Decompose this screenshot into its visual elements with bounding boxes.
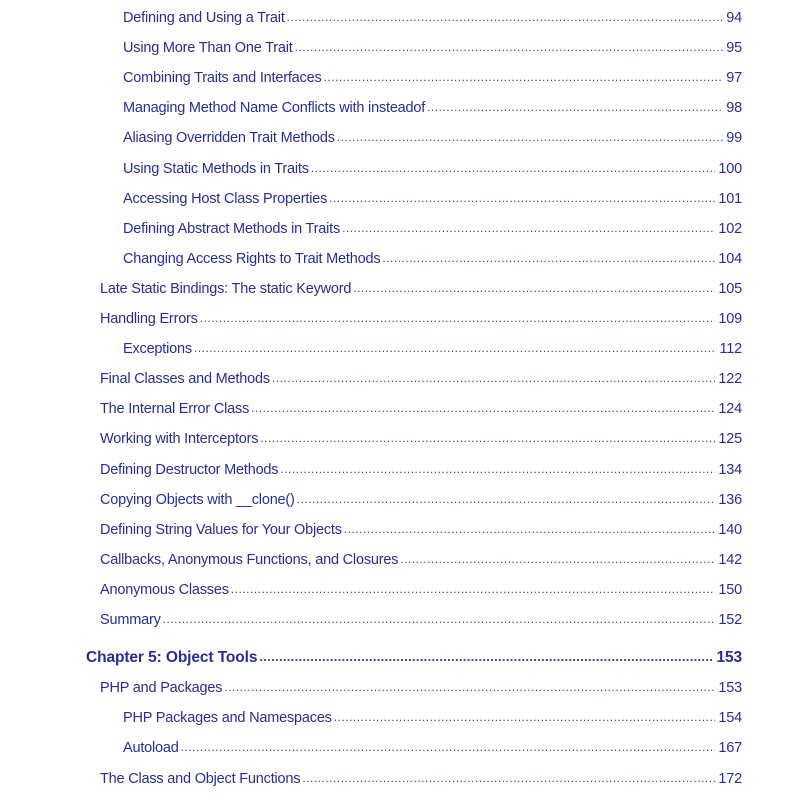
toc-page-number: 124 <box>718 401 742 418</box>
toc-dot-leader <box>280 458 715 480</box>
toc-page-number: 140 <box>718 521 742 538</box>
toc-entry[interactable] <box>123 37 742 59</box>
toc-chapter-entry[interactable] <box>86 647 742 669</box>
toc-entry-title: The Class and Object Functions <box>100 770 301 787</box>
toc-dot-leader <box>344 518 716 540</box>
toc-page-number: 152 <box>718 612 742 628</box>
toc-page-number: 101 <box>718 190 742 207</box>
toc-page-number: 102 <box>718 220 742 237</box>
toc-page-number: 98 <box>726 100 742 117</box>
toc-page-number: 100 <box>718 160 742 177</box>
toc-dot-leader <box>224 676 715 698</box>
toc-entry[interactable] <box>100 549 742 571</box>
toc-page-number: 134 <box>718 461 742 478</box>
toc-dot-leader <box>260 427 715 449</box>
toc-page-number: 150 <box>718 581 742 598</box>
toc-dot-leader <box>302 767 715 789</box>
toc-dot-leader <box>297 488 716 510</box>
toc-page-number: 167 <box>718 740 742 757</box>
toc-entry-title: Accessing Host Class Properties <box>123 190 328 207</box>
toc-dot-leader <box>163 608 716 630</box>
toc-entry-title: Handling Errors <box>100 311 198 327</box>
toc-entry-title: Callbacks, Anonymous Functions, and Closures <box>100 551 399 568</box>
toc-entry[interactable] <box>100 579 742 601</box>
toc-page-number: 112 <box>719 341 742 358</box>
toc-entry[interactable] <box>123 67 742 89</box>
toc-entry[interactable] <box>100 768 742 790</box>
toc-dot-leader <box>272 367 716 389</box>
toc-entry[interactable] <box>123 127 742 149</box>
toc-entry[interactable] <box>123 7 742 29</box>
toc-entry[interactable] <box>100 519 742 541</box>
toc-entry[interactable] <box>123 158 742 180</box>
toc-entry-title: PHP Packages and Namespaces <box>123 710 332 727</box>
toc-entry-title: Copying Objects with __clone() <box>100 491 295 508</box>
toc-entry[interactable] <box>100 308 742 330</box>
toc-dot-leader <box>427 96 723 118</box>
toc-entry-title: The Internal Error Class <box>100 401 250 418</box>
toc-page-number: 122 <box>718 371 742 388</box>
toc-entry-title: Chapter 5: Object Tools <box>86 649 258 667</box>
toc-page-number: 95 <box>726 40 742 57</box>
toc-entry-title: Summary <box>100 612 161 628</box>
toc-entry[interactable] <box>100 609 742 631</box>
toc-page-number: 94 <box>726 10 742 26</box>
toc-entry-title: PHP and Packages <box>100 680 223 697</box>
toc-entry-title: Final Classes and Methods <box>100 371 270 388</box>
toc-entry-title: Using Static Methods in Traits <box>123 160 309 177</box>
toc-entry-title: Working with Interceptors <box>100 431 259 448</box>
toc-page-number: 136 <box>718 491 742 508</box>
toc-entry-title: Aliasing Overridden Trait Methods <box>123 130 335 147</box>
toc-dot-leader <box>287 6 724 28</box>
toc-entry-title: Anonymous Classes <box>100 581 229 598</box>
toc-entry[interactable] <box>100 398 742 420</box>
toc-entry-title: Combining Traits and Interfaces <box>123 70 322 87</box>
toc-dot-leader <box>329 187 715 209</box>
toc-dot-leader <box>400 548 715 570</box>
toc-dot-leader <box>231 578 716 600</box>
toc-page-number: 154 <box>718 710 742 727</box>
toc-dot-leader <box>295 36 724 58</box>
toc-entry-title: Defining String Values for Your Objects <box>100 521 342 538</box>
toc-page-number: 142 <box>718 551 742 568</box>
toc-dot-leader <box>181 736 716 758</box>
toc-page-number: 99 <box>726 130 742 147</box>
toc-entry-title: Defining Abstract Methods in Traits <box>123 220 341 237</box>
toc-dot-leader <box>200 307 716 329</box>
toc-page-number: 104 <box>718 250 742 267</box>
toc-entry-title: Late Static Bindings: The static Keyword <box>100 280 352 297</box>
toc-entry[interactable] <box>100 278 742 300</box>
toc-entry[interactable] <box>100 428 742 450</box>
toc-entry[interactable] <box>123 737 742 759</box>
toc-dot-leader <box>324 66 724 88</box>
toc-entry[interactable] <box>100 368 742 390</box>
toc-entry[interactable] <box>123 218 742 240</box>
toc-entry-title: Managing Method Name Conflicts with insteadof <box>123 100 426 117</box>
toc-entry[interactable] <box>100 459 742 481</box>
toc-entry[interactable] <box>123 188 742 210</box>
toc-entry-title: Defining and Using a Trait <box>123 10 285 26</box>
toc-entry[interactable] <box>100 489 742 511</box>
toc-dot-leader <box>259 646 713 668</box>
toc-dot-leader <box>251 397 715 419</box>
toc-page-number: 109 <box>718 311 742 327</box>
toc-entry-title: Using More Than One Trait <box>123 40 293 57</box>
toc-entry-title: Autoload <box>123 740 179 757</box>
toc-entry-title: Exceptions <box>123 341 192 358</box>
toc-dot-leader <box>337 126 723 148</box>
toc-entry-title: Defining Destructor Methods <box>100 461 279 478</box>
toc-dot-leader <box>334 706 716 728</box>
toc-dot-leader <box>382 247 715 269</box>
toc-page-number: 125 <box>718 431 742 448</box>
toc-page-number: 172 <box>718 770 742 787</box>
toc-page-number: 97 <box>726 70 742 87</box>
toc-page-number: 153 <box>718 680 742 697</box>
toc-dot-leader <box>353 277 715 299</box>
toc-dot-leader <box>194 337 717 359</box>
toc-entry[interactable] <box>123 248 742 270</box>
toc-page-number: 105 <box>718 280 742 297</box>
toc-entry[interactable] <box>123 338 742 360</box>
toc-entry-title: Changing Access Rights to Trait Methods <box>123 250 381 267</box>
toc-entry[interactable] <box>123 97 742 119</box>
toc-dot-leader <box>311 157 716 179</box>
toc-entry[interactable] <box>100 677 742 699</box>
toc-entry[interactable] <box>123 707 742 729</box>
toc-dot-leader <box>342 217 715 239</box>
toc-page-number: 153 <box>716 649 742 667</box>
